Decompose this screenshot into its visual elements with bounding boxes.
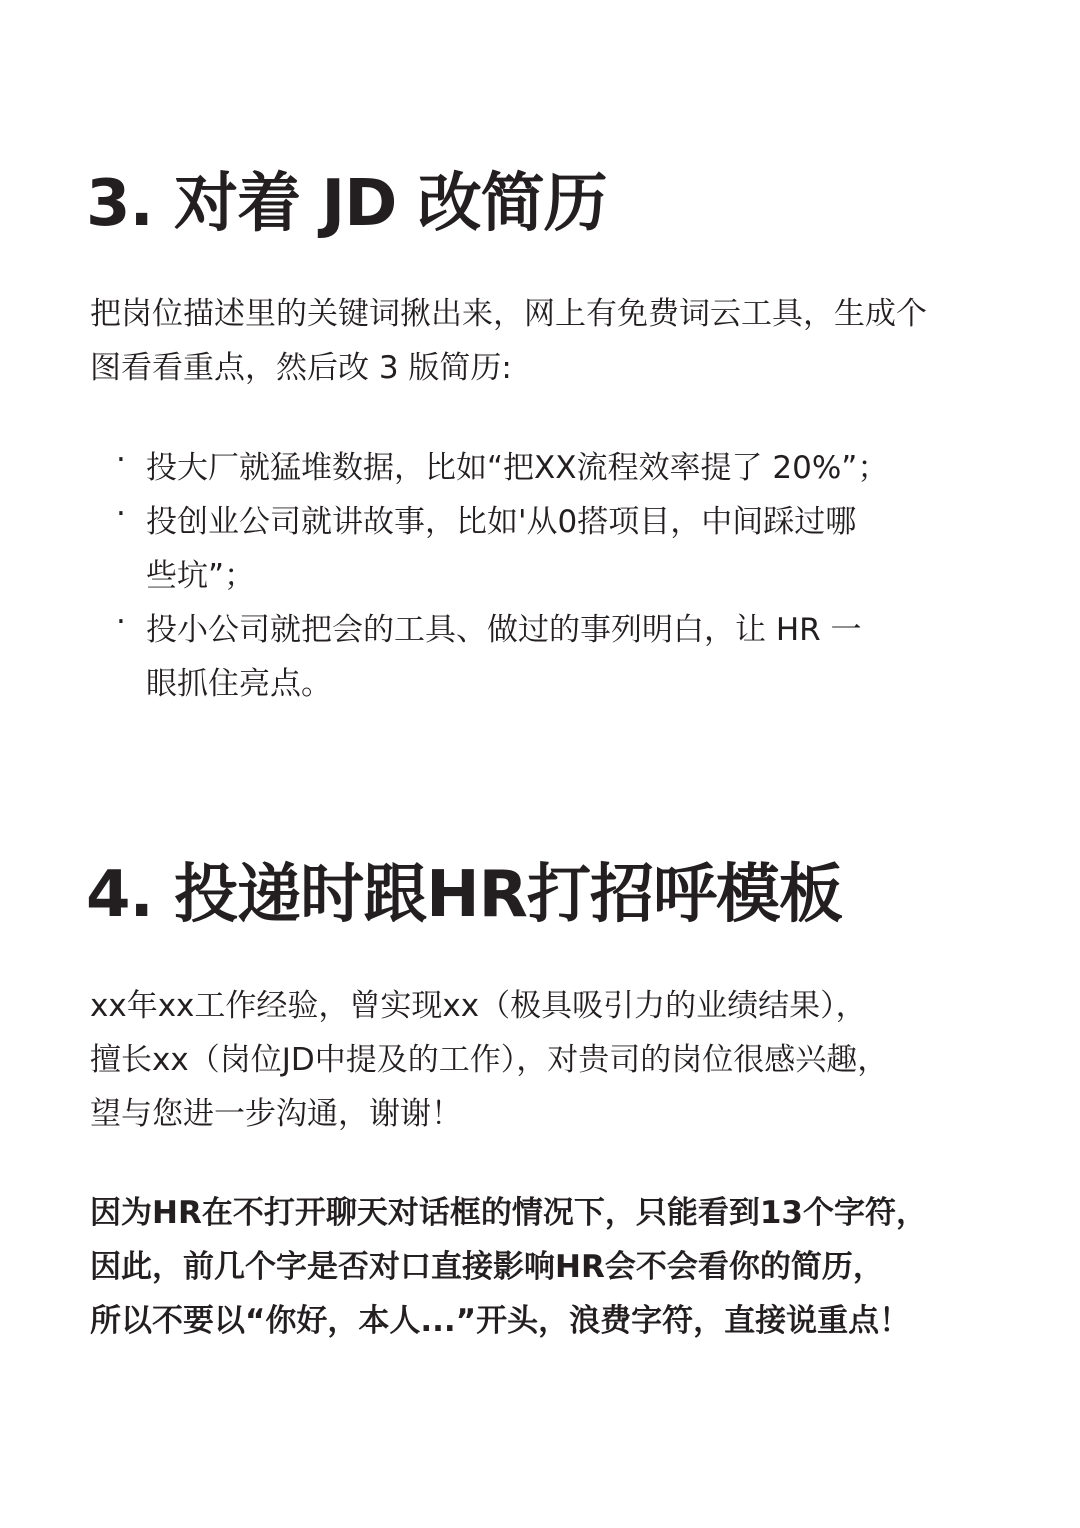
- bullet-text-line: 投大厂就猛堆数据，比如“把XX流程效率提了 20%”；: [146, 450, 889, 486]
- section-4-title: 4. 投递时跟HR打招呼模板: [86, 858, 842, 932]
- section-3-intro-line: 图看看重点，然后改 3 版简历:: [90, 350, 512, 386]
- bullet-text-line: 投小公司就把会的工具、做过的事列明白，让 HR 一: [146, 612, 862, 648]
- note-line: 因此，前几个字是否对口直接影响HR会不会看你的简历，: [90, 1249, 884, 1285]
- bullet-marker: ·: [116, 496, 126, 532]
- bullet-marker: ·: [116, 442, 126, 478]
- bullet-text-line: 些坑”；: [146, 558, 256, 594]
- section-3-intro-line: 把岗位描述里的关键词揪出来，网上有免费词云工具，生成个: [90, 296, 927, 332]
- template-line: 擅长xx（岗位JD中提及的工作），对贵司的岗位很感兴趣，: [90, 1042, 889, 1078]
- note-line: 因为HR在不打开聊天对话框的情况下，只能看到13个字符，: [90, 1195, 927, 1231]
- bullet-text-line: 投创业公司就讲故事，比如'从0搭项目，中间踩过哪: [146, 504, 857, 540]
- note-line: 所以不要以“你好，本人...”开头，浪费字符，直接说重点！: [90, 1303, 911, 1339]
- bullet-marker: ·: [116, 604, 126, 640]
- template-line: xx年xx工作经验，曾实现xx（极具吸引力的业绩结果），: [90, 988, 867, 1024]
- section-3-title: 3. 对着 JD 改简历: [86, 167, 607, 241]
- template-line: 望与您进一步沟通，谢谢！: [90, 1096, 462, 1132]
- bullet-text-line: 眼抓住亮点。: [146, 666, 332, 702]
